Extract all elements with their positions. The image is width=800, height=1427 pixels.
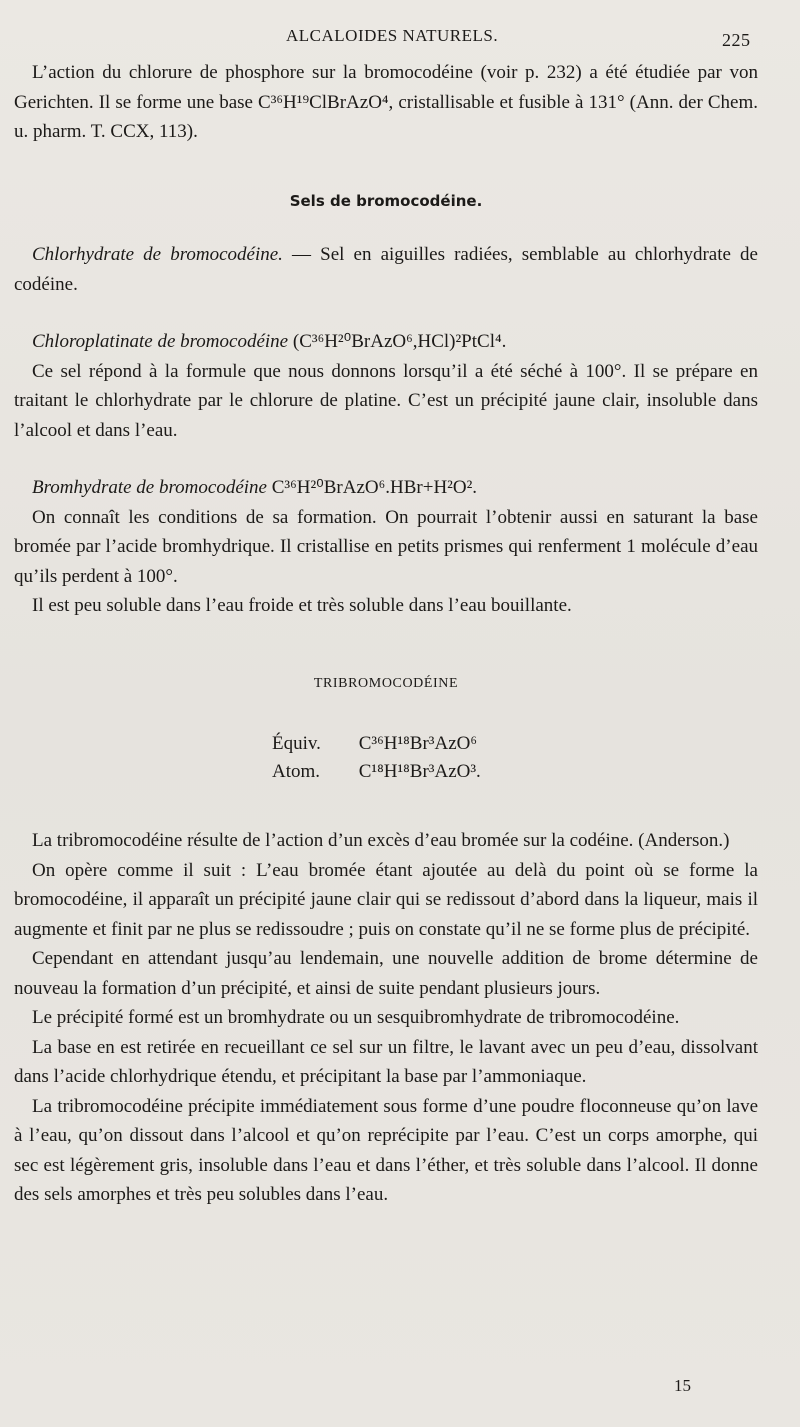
section-heading-sels: Sels de bromocodéine. [289, 191, 483, 210]
formula-block [272, 730, 758, 786]
paragraph: La tribromocodéine précipite immédiatement sous forme d’une poudre floconneuse qu’on lave à l’eau, qu’on dissout dans l’alcool et qu’on reprécipite par l’eau. C’est un corps amorphe, qui sec est légèrement gris, insoluble dans l’eau et dans l’éther, et très soluble dans l’alcool. Il donne des sels amorphes et très peu solubles dans l’eau. [14, 1095, 758, 1205]
entry-bromhydrate-solubility: Il est peu soluble dans l’eau froide et très soluble dans l’eau bouillante. [32, 595, 572, 616]
page-header [0, 26, 800, 50]
paragraph: La base en est retirée en recueillant ce sel sur un filtre, le lavant avec un peu d’eau, dissolvant dans l’acide chlorhydrique étendu, et précipitant la base par l’ammoniaque. [14, 1036, 758, 1087]
paragraph: Cependant en attendant jusqu’au lendemain, une nouvelle addition de brome détermine de nouveau la formation d’un précipité, et ainsi de suite pendant plusieurs jours. [14, 948, 758, 999]
formula-atom-row [272, 758, 758, 786]
formula-equiv: C³⁶H¹⁸Br³AzO⁶ [358, 733, 477, 754]
signature-number: 15 [674, 1376, 691, 1395]
entry-lead: Chlorhydrate de bromocodéine. [32, 244, 283, 265]
entry-chloroplatinate-desc: Ce sel répond à la formule que nous donnons lorsqu’il a été séché à 100°. Il se prépare en traitant le chlorhydrate par le chlorure de platine. C’est un précipité jaune clair, insoluble dans l’alcool et dans l’eau. [14, 360, 758, 441]
entry-text: — Sel en aiguilles radiées, semblable au chlorhydrate de codéine. [14, 244, 758, 295]
section-heading-tribromocodeine: TRIBROMOCODÉINE [313, 675, 459, 691]
entry-lead: Bromhydrate de bromocodéine [32, 477, 267, 498]
paragraph: La tribromocodéine résulte de l’action d’un excès d’eau bromée sur la codéine. (Anderson.) [32, 830, 730, 851]
paragraph: Le précipité formé est un bromhydrate ou un sesquibromhydrate de tribromocodéine. [32, 1007, 680, 1028]
entry-formula: C³⁶H²⁰BrAzO⁶.HBr+H²O². [266, 477, 478, 498]
entry-chlorhydrate [14, 240, 758, 299]
formula-atom: C¹⁸H¹⁸Br³AzO³. [358, 761, 481, 782]
page-body [14, 58, 758, 1210]
formula-atom-label: Atom. [272, 761, 321, 782]
formula-equiv-label: Équiv. [272, 733, 321, 754]
intro-paragraph: L’action du chlorure de phosphore sur la bromocodéine (voir p. 232) a été étudiée par von Gerichten. Il se forme une base C³⁶H¹⁹ClBrAzO⁴, cristallisable et fusible à 131° (Ann. der Chem. u. pharm. T. CCX, 113). [14, 62, 758, 142]
paragraph: On opère comme il suit : L’eau bromée étant ajoutée au delà du point où se forme la bromocodéine, il apparaît un précipité jaune clair qui se redissout d’abord dans la liqueur, mais il augmente et finit par ne plus se redissoudre ; puis on constate qu’il ne se forme plus de précipité. [14, 859, 758, 940]
running-title: ALCALOIDES NATURELS. [286, 26, 499, 45]
entry-chloroplatinate [14, 327, 758, 357]
entry-bromhydrate [14, 473, 758, 503]
page-number: 225 [722, 30, 751, 50]
entry-lead: Chloroplatinate de bromocodéine [32, 331, 289, 352]
formula-equiv-row [272, 730, 758, 758]
entry-formula: (C³⁶H²⁰BrAzO⁶,HCl)²PtCl⁴. [288, 331, 507, 352]
entry-bromhydrate-desc: On connaît les conditions de sa formation. On pourrait l’obtenir aussi en saturant la base bromée par l’acide bromhydrique. Il cristallise en petits prismes qui renferment 1 molécule d’eau qu’ils perdent à 100°. [14, 506, 758, 587]
